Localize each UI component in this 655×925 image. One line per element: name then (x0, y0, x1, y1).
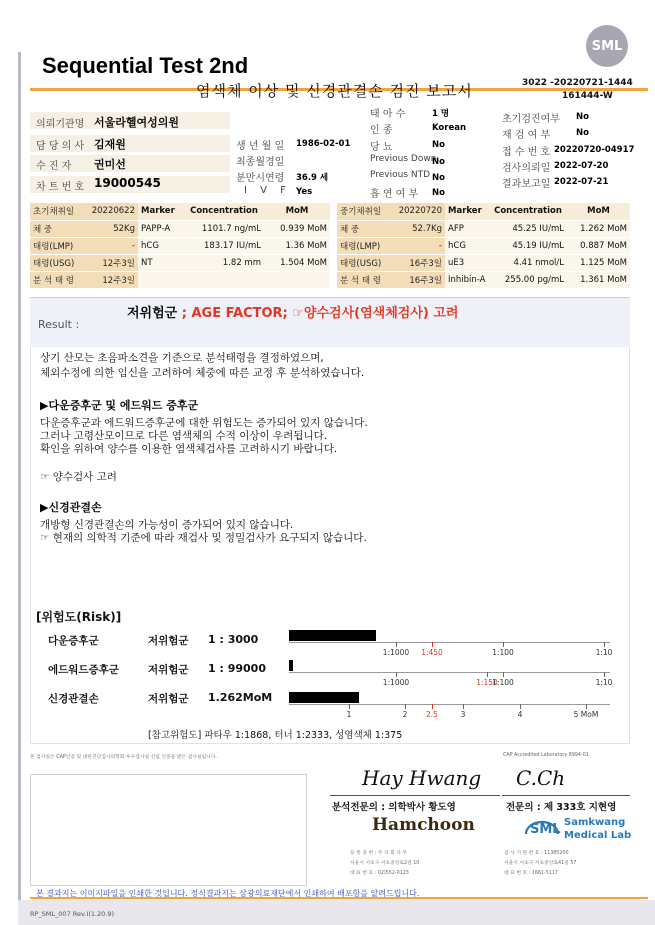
risk-tick-label: 1:10 (595, 648, 613, 657)
info-value: 20220720 (389, 203, 445, 220)
marker-concentration: 1101.7 ng/mL (184, 220, 264, 237)
sml-info: 검 사 기 관 번 호 : 11385200 (504, 851, 569, 856)
info-label: 태령(USG) (337, 254, 389, 271)
marker-name: hCG (138, 237, 184, 254)
director-signature-line (502, 795, 630, 796)
sml-lab-name: SML (530, 822, 561, 837)
first-test-label: 초기검진여부 (502, 114, 560, 125)
risk-tick (604, 642, 605, 647)
result-prefix: 저위험군 (127, 306, 178, 321)
comment-intro-2: 체외수정에 의한 임신을 고려하여 체중에 따른 교정 후 분석하였습니다. (40, 367, 365, 379)
first-test-value: No (576, 112, 589, 122)
risk-tick (503, 642, 504, 647)
info-label: 초기채취일 (30, 203, 82, 220)
down-edwards-heading: ▶다운증후군 및 에드워드 증후군 (40, 399, 199, 412)
risk-tick (396, 642, 397, 647)
comment-area (30, 774, 307, 886)
ivf-label: I V F (244, 185, 291, 196)
risk-tick-label: 1:1000 (382, 648, 410, 657)
info-label: 태령(LMP) (337, 237, 389, 254)
dob-label: 생 년 월 일 (236, 141, 285, 152)
marker-concentration: 1.82 mm (184, 254, 264, 271)
prev-down-label: Previous Down (370, 154, 437, 164)
table-row (337, 237, 630, 254)
risk-tick (349, 704, 350, 709)
marker-concentration: 255.00 pg/mL (489, 271, 567, 288)
marker-mom: 1.36 MoM (264, 237, 330, 254)
table-row (30, 271, 330, 288)
analyst-label: 분석전문의 : 의학박사 황도영 (332, 802, 456, 813)
risk-tick-label: 1:450 (421, 648, 443, 657)
dob-value: 1986-02-01 (296, 139, 351, 149)
concentration-header: Concentration (184, 203, 264, 220)
risk-tick (432, 642, 433, 647)
table-row (337, 220, 630, 237)
risk-bar (289, 630, 376, 641)
marker-mom: 1.504 MoM (264, 254, 330, 271)
info-value: 12주3일 (82, 254, 138, 271)
marker-name: hCG (445, 237, 489, 254)
risk-value-ntd: 1.262MoM (208, 691, 273, 704)
risk-bar (289, 692, 359, 703)
table-row (337, 271, 630, 288)
doctor-label: 담 당 의 사 (36, 141, 85, 152)
race-value: Korean (432, 123, 467, 133)
risk-tick-label: 3 (460, 710, 466, 719)
hospital-value: 서울라헬여성의원 (94, 116, 180, 129)
risk-bar (289, 660, 293, 671)
page-subtitle: 염색체 이상 및 신경관결손 검진 보고서 (196, 82, 473, 100)
footer-note: 본 결과지는 이미지파일을 인쇄한 것입니다. 정식결과지는 삼광의료재단에서 인쇄하여 배포함을 알려드립니다. (36, 889, 420, 898)
info-label: 중기채취일 (337, 203, 389, 220)
risk-value-down: 1 : 3000 (208, 633, 259, 646)
ntd-heading: ▶신경관결손 (40, 501, 102, 514)
report-number-suffix: 161444-W (562, 91, 613, 101)
info-value: 52.7Kg (389, 220, 445, 237)
table-row (337, 203, 630, 220)
hamchoon-info: 서울시 서초구 서초중앙로2길 10 (350, 861, 420, 866)
marker-concentration: 45.19 IU/mL (489, 237, 567, 254)
concentration-header: Concentration (489, 203, 567, 220)
marker-name: uE3 (445, 254, 489, 271)
second-trimester-table (337, 203, 630, 289)
info-value: - (82, 237, 138, 254)
risk-value-edwards: 1 : 99000 (208, 662, 266, 675)
risk-tick-label: 1:10 (595, 678, 613, 687)
chart-label: 차 트 번 호 (36, 182, 85, 193)
risk-name-down: 다운증후군 (48, 635, 99, 647)
director-label: 전문의 : 제 333호 지현영 (506, 802, 617, 813)
marker-mom (264, 271, 330, 288)
result-label: Result : (38, 318, 80, 331)
diabetes-label: 당 뇨 (370, 142, 393, 153)
marker-concentration: 4.41 nmol/L (489, 254, 567, 271)
risk-axis (289, 704, 610, 705)
report-date-label: 결과보고일 (502, 179, 551, 190)
risk-tick-label: 1 (346, 710, 352, 719)
chart-value: 19000545 (94, 176, 161, 190)
cap-number: CAP Accredited Laboratory 8994-01 (503, 753, 589, 758)
risk-tick (432, 704, 433, 709)
marker-mom: 1.361 MoM (567, 271, 630, 288)
marker-concentration (184, 271, 264, 288)
risk-tick (487, 672, 488, 677)
risk-tick (604, 672, 605, 677)
hamchoon-info: 대 표 번 호 : 02)552-0123 (350, 871, 409, 876)
table-row (30, 237, 330, 254)
info-value: - (389, 237, 445, 254)
retest-value: No (576, 128, 589, 138)
comment-down-3: 확인을 위하여 양수를 이용한 염색체검사를 고려하시기 바랍니다. (40, 443, 338, 455)
info-value: 52Kg (82, 220, 138, 237)
lmp-label: 최종월경일 (236, 157, 285, 168)
request-date-label: 검사의뢰일 (502, 163, 551, 174)
hamchoon-logo: Hamchoon (372, 815, 475, 835)
marker-header: Marker (138, 203, 184, 220)
risk-tick-label: 4 (517, 710, 523, 719)
marker-mom: 1.125 MoM (567, 254, 630, 271)
comment-intro-1: 상기 산모는 초음파소견을 기준으로 분석태령을 결정하였으며, (40, 352, 324, 364)
risk-tick-label: 2 (402, 710, 408, 719)
comment-ntd-1: 개방형 신경관결손의 가능성이 증가되어 있지 않습니다. (40, 519, 294, 531)
result-highlight: ; AGE FACTOR; ☞양수검사(염색체검사) 고려 (177, 306, 459, 321)
hamchoon-info: 등 록 증 번 : 주 식 회 사 주 (350, 851, 408, 856)
marker-concentration: 183.17 IU/mL (184, 237, 264, 254)
race-label: 인 종 (370, 125, 393, 136)
marker-header: Marker (445, 203, 489, 220)
risk-tick (503, 672, 504, 677)
examinee-value: 권미선 (94, 158, 126, 171)
comment-down-1: 다운증후군과 에드워드증후군에 대한 위험도는 증가되어 있지 않습니다. (40, 417, 368, 429)
table-row (30, 254, 330, 271)
comment-down-2: 그러나 고령산모이므로 다른 염색체의 수적 이상이 우려됩니다. (40, 430, 328, 442)
risk-name-ntd: 신경관결손 (48, 693, 99, 705)
retest-label: 재 검 여 부 (502, 130, 551, 141)
risk-tick-label: 1:1000 (382, 678, 410, 687)
report-number: 3022 -20220721-1444 (522, 78, 633, 88)
diabetes-value: No (432, 140, 445, 150)
marker-name: NT (138, 254, 184, 271)
risk-tick (396, 672, 397, 677)
report-date-value: 2022-07-21 (554, 177, 609, 187)
risk-title: [위험도(Risk)] (36, 610, 122, 624)
table-row (30, 220, 330, 237)
risk-tick-label: 1:100 (492, 648, 514, 657)
risk-axis (289, 672, 610, 673)
hospital-label: 의뢰기관명 (36, 119, 85, 130)
marker-name (138, 271, 184, 288)
table-row (30, 203, 330, 220)
info-value: 12주3일 (82, 271, 138, 288)
examinee-label: 수 진 자 (36, 161, 72, 172)
risk-level-ntd: 저위험군 (148, 693, 189, 705)
mom-header: MoM (567, 203, 630, 220)
sml-logo: SML (586, 25, 628, 67)
reference-risk: [참고위험도] 파타우 1:1868, 터너 1:2333, 성염색체 1:375 (148, 730, 403, 741)
risk-tick (586, 704, 587, 709)
risk-tick (463, 704, 464, 709)
marker-mom: 0.887 MoM (567, 237, 630, 254)
prev-down-value: No (432, 157, 445, 167)
risk-level-down: 저위험군 (148, 635, 189, 647)
info-label: 체 중 (337, 220, 389, 237)
prev-ntd-value: No (432, 173, 445, 183)
smoking-label: 흡 연 여 부 (370, 189, 419, 200)
director-signature: C.Ch (516, 766, 566, 790)
amnio-recommendation: ☞ 양수검사 고려 (40, 471, 117, 483)
prev-ntd-label: Previous NTD (370, 170, 431, 180)
request-date-value: 2022-07-20 (554, 161, 609, 171)
form-code: RP_SML_007 Rev.I(1.20.9) (30, 910, 115, 918)
marker-name: PAPP-A (138, 220, 184, 237)
info-value: 16주3일 (389, 271, 445, 288)
comment-ntd-2: ☞ 현재의 의학적 기준에 따라 재검사 및 정밀검사가 요구되지 않습니다. (40, 532, 367, 544)
risk-tick-label: 1:100 (492, 678, 514, 687)
info-label: 체 중 (30, 220, 82, 237)
sml-info: 대 표 번 호 : 1661-5117 (504, 871, 558, 876)
age-value: 36.9 세 (296, 173, 329, 183)
samkwang-subname: Medical Lab (564, 830, 632, 841)
doctor-value: 김재원 (94, 138, 126, 151)
info-value: 16주3일 (389, 254, 445, 271)
ivf-value: Yes (296, 187, 313, 197)
marker-concentration: 45.25 IU/mL (489, 220, 567, 237)
risk-tick-label: 2.5 (426, 710, 438, 719)
samkwang-name: Samkwang (564, 817, 626, 828)
info-label: 분 석 태 령 (30, 271, 82, 288)
risk-tick (405, 704, 406, 709)
marker-mom: 0.939 MoM (264, 220, 330, 237)
cap-notice: 본 검사실은 CAP인증 및 대한진단검사의학회 우수검사실 신임 인증을 받은 검사실입니다. (30, 755, 217, 760)
twin-value: 1 명 (432, 109, 450, 119)
result-text (127, 302, 458, 321)
risk-axis (289, 642, 610, 643)
info-label: 분 석 태 령 (337, 271, 389, 288)
info-value: 20220622 (82, 203, 138, 220)
risk-name-edwards: 에드워드증후군 (48, 664, 120, 676)
age-label: 분만시연령 (236, 173, 285, 184)
mom-header: MoM (264, 203, 330, 220)
marker-mom: 1.262 MoM (567, 220, 630, 237)
page-title: Sequential Test 2nd (42, 53, 249, 78)
risk-tick-label: 5 MoM (573, 710, 599, 719)
risk-level-edwards: 저위험군 (148, 664, 189, 676)
analyst-signature: Hay Hwang (362, 766, 482, 790)
receipt-label: 접 수 번 호 (502, 147, 551, 158)
info-label: 태령(USG) (30, 254, 82, 271)
smoking-value: No (432, 188, 445, 198)
sml-info: 서울시 서초구 서초중앙로41길 57 (504, 861, 577, 866)
receipt-value: 20220720-04917 (554, 145, 635, 155)
analyst-signature-line (330, 795, 500, 796)
left-decoration-strip (18, 52, 21, 920)
marker-name: AFP (445, 220, 489, 237)
risk-tick (520, 704, 521, 709)
table-row (337, 254, 630, 271)
first-trimester-table (30, 203, 330, 289)
info-label: 태령(LMP) (30, 237, 82, 254)
risk-tick-label: 1:150 (476, 678, 498, 687)
twin-label: 태 아 수 (370, 109, 406, 120)
marker-name: Inhibin-A (445, 271, 489, 288)
